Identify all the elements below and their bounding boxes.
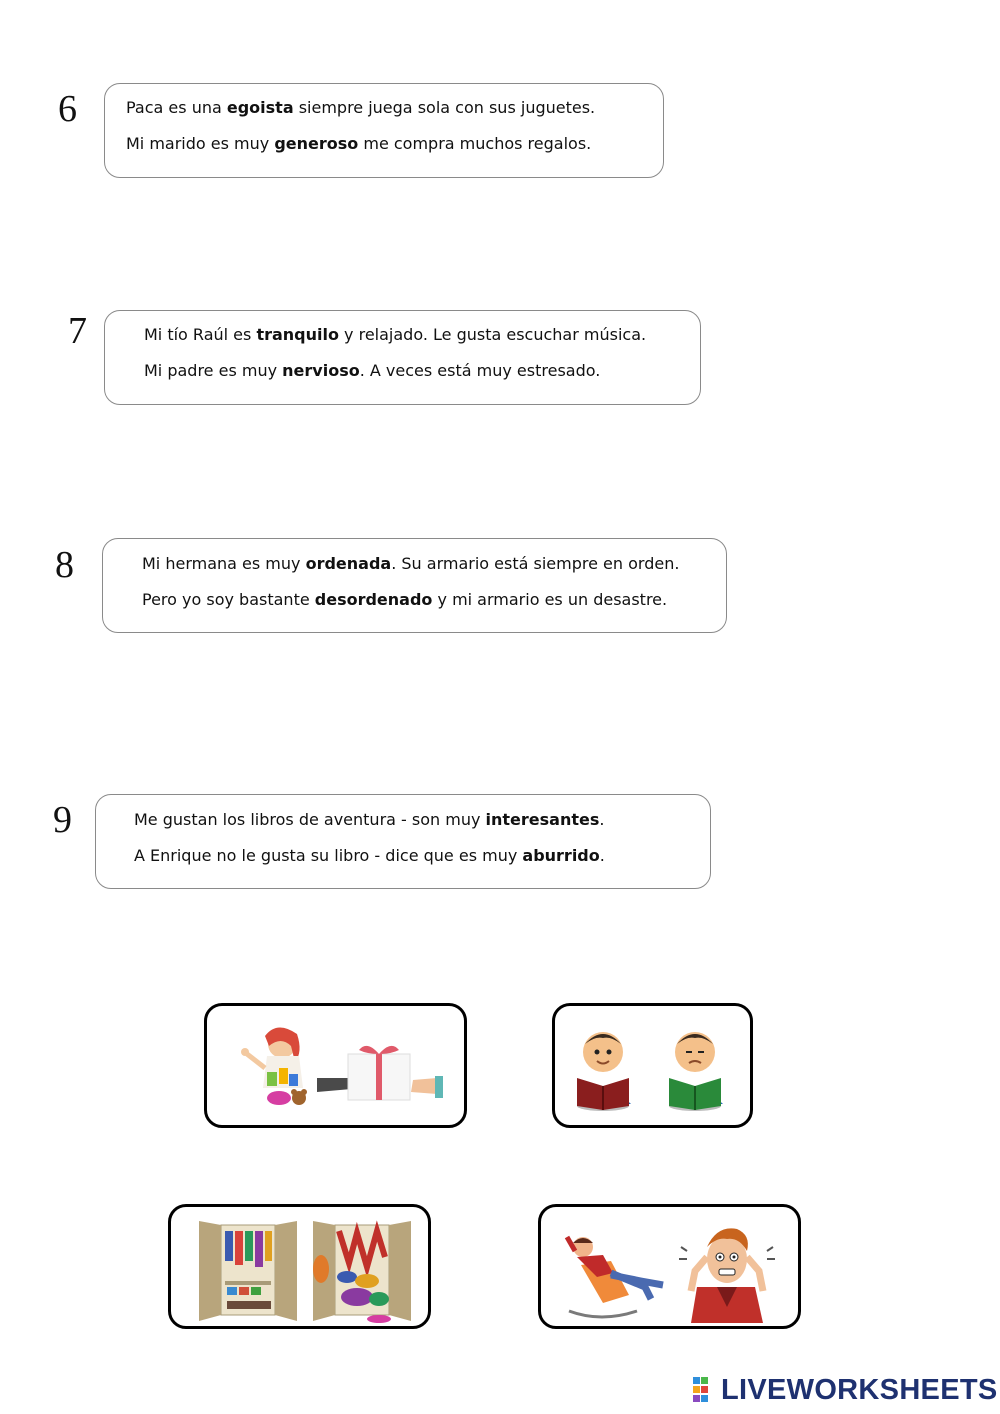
sentence-box-7 — [104, 310, 701, 405]
interesting-boring-book-picture[interactable] — [552, 1003, 753, 1128]
selfish-generous-picture[interactable] — [204, 1003, 467, 1128]
tidy-messy-wardrobe-picture[interactable] — [168, 1204, 431, 1329]
sentence-box-8 — [102, 538, 727, 633]
item-number-9: 9 — [53, 799, 72, 841]
adjective-tranquilo: tranquilo — [256, 325, 339, 344]
item-number-8: 8 — [55, 544, 74, 586]
sentence-9-1: Me gustan los libros de aventura - son muy interesantes. — [134, 810, 605, 829]
adjective-nervioso: nervioso — [282, 361, 360, 380]
sentence-9-2: A Enrique no le gusta su libro - dice que es muy aburrido. — [134, 846, 605, 865]
calm-nervous-picture[interactable] — [538, 1204, 801, 1329]
adjective-interesantes: interesantes — [485, 810, 600, 829]
adjective-ordenada: ordenada — [305, 554, 392, 573]
girl-with-toys-and-gift-icon — [207, 1006, 464, 1125]
sentence-box-6 — [104, 83, 664, 178]
sentence-6-1: Paca es una egoista siempre juega sola con sus juguetes. — [126, 98, 596, 117]
liveworksheets-logo-icon — [693, 1377, 717, 1403]
item-number-6: 6 — [58, 88, 77, 130]
brand-name: LIVEWORKSHEETS — [721, 1373, 998, 1406]
sentence-8-1: Mi hermana es muy ordenada. Su armario está siempre en orden. — [142, 554, 680, 573]
sentence-7-1: Mi tío Raúl es tranquilo y relajado. Le gusta escuchar música. — [144, 325, 647, 344]
liveworksheets-logo — [693, 1374, 998, 1406]
sentence-box-9 — [95, 794, 711, 889]
boys-reading-icon — [555, 1006, 750, 1125]
sentence-7-2: Mi padre es muy nervioso. A veces está muy estresado. — [144, 361, 601, 380]
sentence-8-2: Pero yo soy bastante desordenado y mi armario es un desastre. — [142, 590, 668, 609]
sentence-6-2: Mi marido es muy generoso me compra muchos regalos. — [126, 134, 592, 153]
relaxed-and-stressed-men-icon — [541, 1207, 798, 1326]
wardrobes-icon — [171, 1207, 428, 1326]
adjective-aburrido: aburrido — [522, 846, 600, 865]
adjective-egoista: egoista — [226, 98, 294, 117]
item-number-7: 7 — [68, 310, 87, 352]
adjective-generoso: generoso — [274, 134, 359, 153]
adjective-desordenado: desordenado — [314, 590, 433, 609]
